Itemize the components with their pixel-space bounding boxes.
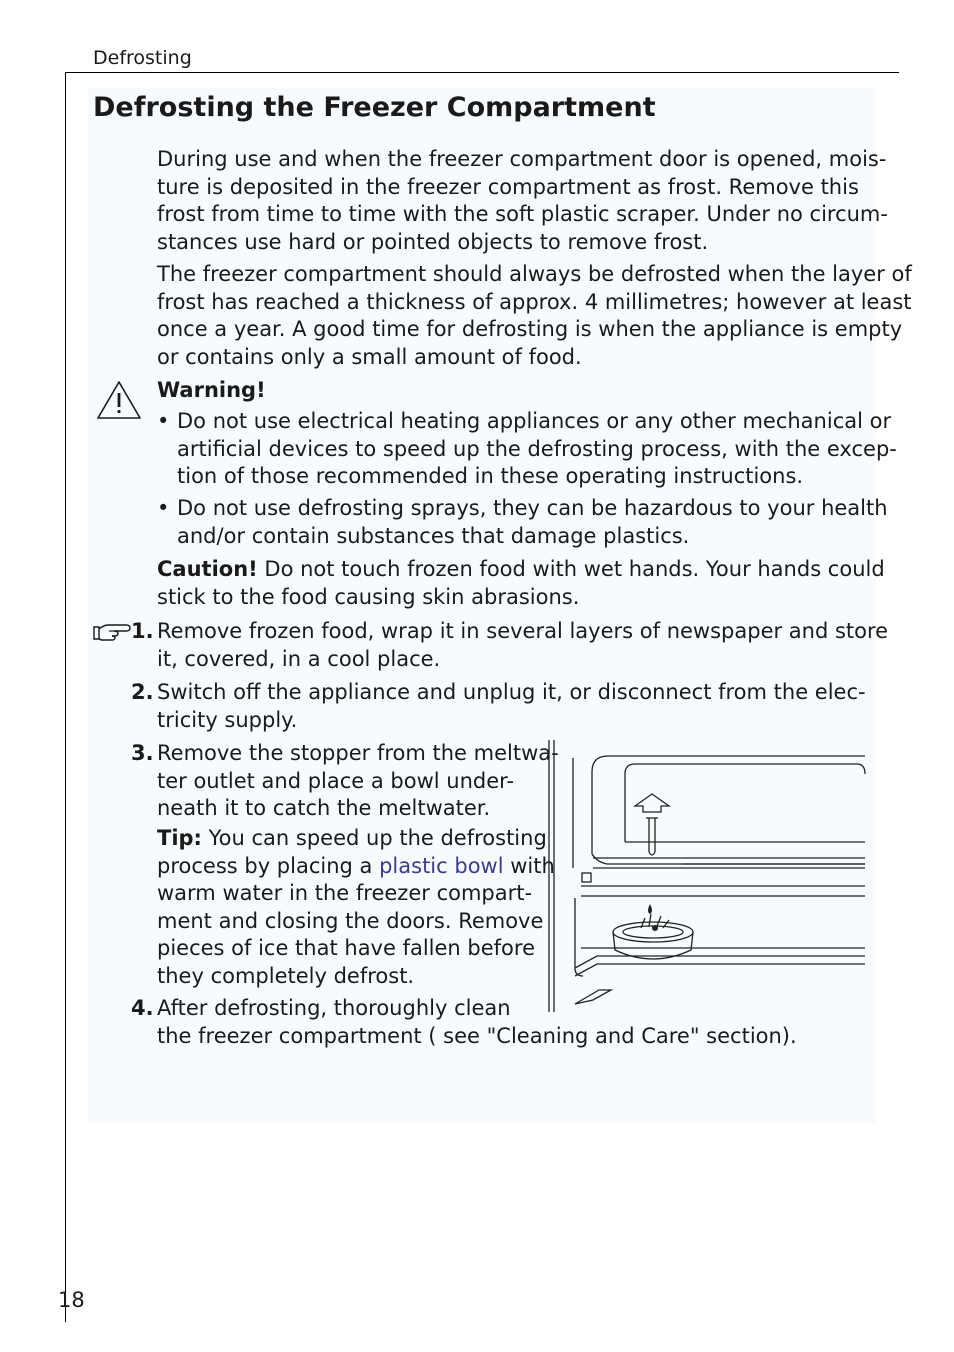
text-line: Switch off the appliance and unplug it, or disconnect from the elec- [157, 680, 866, 704]
step-number: 2. [131, 680, 154, 704]
text-line: the freezer compartment ( see "Cleaning and Care" section). [157, 1023, 797, 1048]
text-line: Do not use electrical heating appliances or any other mechanical or [177, 409, 892, 433]
text-line: tion of those recommended in these operating instructions. [177, 464, 804, 488]
step-number: 4. [131, 996, 154, 1020]
caution-note [157, 556, 885, 611]
caution-text: Do not touch frozen food with wet hands. Your hands could [257, 557, 885, 581]
text-line [157, 556, 885, 584]
tip-note [157, 825, 555, 990]
text-line: Do not use defrosting sprays, they can be hazardous to your health [177, 496, 888, 520]
text-line: once a year. A good time for defrosting is when the appliance is empty [157, 317, 903, 341]
text-line: they completely defrost. [157, 963, 415, 988]
tip-text: You can speed up the defrosting [201, 826, 547, 850]
warning-title: Warning! [157, 378, 266, 402]
tip-text: with [503, 853, 555, 878]
intro-paragraph-1 [157, 146, 888, 256]
intro-paragraph-2 [157, 261, 912, 371]
plastic-bowl-link[interactable]: plastic bowl [379, 853, 504, 878]
text-line: artificial devices to speed up the defrosting process, with the excep- [177, 436, 897, 461]
freezer-meltwater-bowl-illustration [545, 738, 867, 1014]
text-line: The freezer compartment should always be defrosted when the layer of [157, 262, 912, 286]
page-number: 18 [58, 1288, 85, 1312]
step-number: 3. [131, 741, 154, 765]
step-3-text [157, 740, 559, 823]
text-line: Remove the stopper from the meltwa- [157, 741, 559, 765]
text-line: ment and closing the doors. Remove [157, 908, 544, 933]
text-line: stick to the food causing skin abrasions. [157, 584, 580, 609]
warning-bullet-2 [177, 495, 888, 550]
text-line: pieces of ice that have fallen before [157, 936, 535, 960]
warning-bullet-1 [177, 408, 897, 491]
step-1-text [157, 618, 888, 673]
warning-triangle-icon [96, 380, 142, 420]
tip-label: Tip: [157, 826, 202, 850]
page-title: Defrosting the Freezer Compartment [93, 92, 656, 123]
bullet-marker: • [157, 496, 170, 520]
step-2-text [157, 679, 866, 734]
text-line: After defrosting, thoroughly clean [157, 996, 511, 1020]
text-line: it, covered, in a cool place. [157, 646, 441, 671]
pointing-hand-icon [92, 619, 132, 643]
bullet-marker: • [157, 409, 170, 433]
section-header-label: Defrosting [93, 47, 192, 69]
text-line [157, 825, 555, 853]
step-number: 1. [131, 619, 154, 643]
text-line: During use and when the freezer compartment door is opened, mois- [157, 147, 887, 171]
text-line: ter outlet and place a bowl under- [157, 768, 515, 793]
caution-label: Caution! [157, 557, 258, 581]
text-line: stances use hard or pointed objects to remove frost. [157, 229, 709, 254]
text-line: tricity supply. [157, 707, 298, 732]
text-line: or contains only a small amount of food. [157, 344, 582, 369]
text-line: Remove frozen food, wrap it in several layers of newspaper and store [157, 619, 889, 643]
text-line: frost has reached a thickness of approx. 4 millimetres; however at least [157, 289, 912, 314]
text-line: frost from time to time with the soft plastic scraper. Under no circum- [157, 202, 888, 226]
tip-text: process by placing a [157, 853, 380, 878]
header-rule [65, 72, 899, 73]
text-line: and/or contain substances that damage plastics. [177, 523, 690, 548]
text-line: ture is deposited in the freezer compartment as frost. Remove this [157, 174, 859, 199]
text-line: neath it to catch the meltwater. [157, 796, 491, 820]
left-margin-rule [65, 72, 66, 1322]
text-line [157, 853, 555, 881]
text-line: warm water in the freezer compart- [157, 881, 533, 905]
